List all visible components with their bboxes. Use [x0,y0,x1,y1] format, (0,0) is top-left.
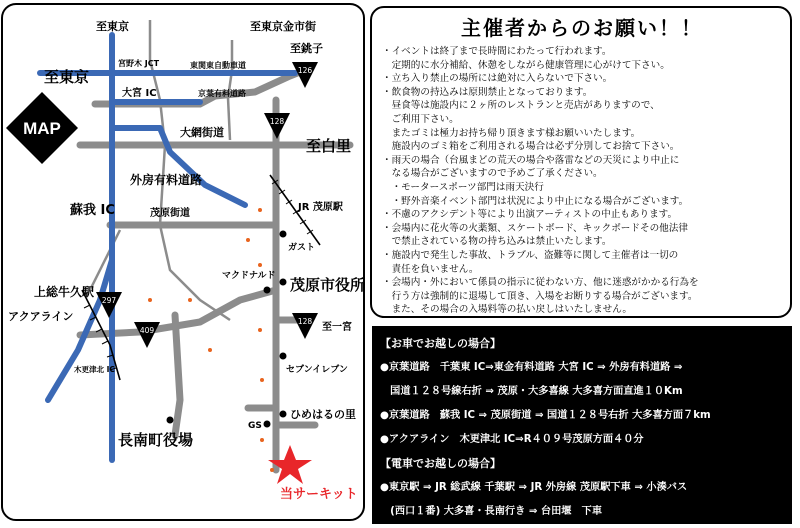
label-himeharu: ひめはるの里 [290,408,356,421]
map-badge-label: MAP [23,119,61,138]
label-sotobo: 外房有料道路 [130,173,203,187]
label-to-choshi: 至銚子 [290,42,323,55]
label-soga-ic: 蘇我 IC [70,203,115,218]
rule-line: ・イベントは終了まで長時間にわたって行われます。 [382,46,612,57]
access-map [0,0,368,528]
seven-eleven-marker [280,353,287,360]
car-route-3: ●アクアライン 木更津北 IC⇒R４０９号茂原方面４０分 [380,434,644,445]
rule-line: またゴミは極力お持ち帰り頂きます様お願いいたします。 [382,127,641,139]
label-seven-eleven: セブンイレブン [286,365,348,375]
city-hall-marker [280,279,287,286]
rule-line: ・雨天の場合（台風まどの荒天の場合や落雷などの天災により中止に [382,154,680,166]
label-miyanogi-jct: 宮野木 JCT [118,59,160,68]
label-mobara-kaido: 茂原街道 [150,208,190,219]
label-aqualine: アクアライン [8,310,74,323]
rule-line: 定期的に水分補給、休憩をしながら健康管理に心がけて下さい。 [382,59,670,71]
label-gusto: ガスト [288,243,316,253]
rule-line: ・会場内・外において係員の指示に従わない方、他に迷惑がかかる行為を [382,277,699,289]
gusto-marker [280,231,287,238]
route-sign-409-label: 409 [139,326,155,335]
rule-line: なる場合がございますので予めご了承ください。 [382,168,603,180]
label-ichinomiya: 至一宮 [322,322,352,333]
chonan-marker [167,417,174,424]
label-omiya-ic: 大宮 IC [122,88,157,99]
himeharu-marker [280,411,287,418]
rule-line: ・野外音楽イベント部門は状況により中止になる場合がございます。 [382,195,689,207]
label-mcdonalds: マクドナルド [222,271,276,281]
rule-line: 施設内のゴミ箱をご利用される場合は必ず分別してお捨て下さい。 [382,141,680,153]
car-route-1a: ●京葉道路 千葉東 IC⇒東金有料道路 大宮 IC ⇒ 外房有料道路 ⇒ [380,362,683,373]
label-keiyo-road: 京葉有料道路 [198,89,246,98]
gs-marker [264,421,271,428]
car-access-heading: 【お車でお越しの場合】 [380,337,501,350]
label-higashi-kanto: 東関東自動車道 [190,61,246,70]
label-to-tokyo-kinshicho: 至東京金市街 [250,20,316,33]
rule-line: ・施設内で発生した事故、トラブル、盗難等に関して主催者は一切の [382,249,679,261]
rule-line: 責任を負いません。 [382,263,479,275]
rule-line: で禁止されている物の持ち込みは禁止いたします。 [382,236,612,248]
label-circuit: 当サーキット [280,487,358,502]
organizer-requests-panel [370,6,792,318]
train-route-a: ●東京駅 ⇒ JR 総武線 千葉駅 ⇒ JR 外房線 茂原駅下車 ⇒ 小湊バス [380,482,688,493]
train-access-heading: 【電車でお越しの場合】 [380,457,501,470]
route-sign-128-bottom-label: 128 [297,317,313,326]
train-route-b: (西口１番) 大多喜・長南行き ⇒ 台田堰 下車 [380,506,603,517]
organizer-requests-title: 主催者からのお願い！！ [461,16,703,40]
car-route-1b: 国道１２８号線右折 ⇒ 茂原・大多喜線 大多喜方面直進１０Km [380,386,683,397]
route-sign-297-label: 297 [101,296,117,305]
organizer-requests-list [382,45,782,317]
label-to-tokyo-left: 至東京 [44,68,90,86]
label-to-tokyo-top: 至東京 [96,20,129,33]
label-to-shirasato: 至白里 [306,137,352,155]
rule-line: ・不慮のアクシデント等により出演アーティストの中止もあります。 [382,209,678,221]
car-route-2: ●京葉道路 蘇我 IC ⇒ 茂原街道 ⇒ 国道１２８号右折 大多喜方面７km [380,410,711,421]
rule-line: 行う方は強制的に退場して頂き、入場をお断りする場合がございます。 [382,290,698,302]
label-mobara-city-hall: 茂原市役所 [290,276,366,294]
label-chonan-town-hall: 長南町役場 [118,431,194,449]
rule-line: ・モータースポーツ部門は雨天決行 [382,181,544,193]
label-kisarazu-kita-ic: 木更津北 IC [74,365,115,374]
rule-line: ・飲食物の持込みは原則禁止となっております。 [382,86,593,98]
road-chonan [175,315,180,435]
route-sign-126-label: 126 [297,66,313,75]
rule-line: ・会場内に花火等の火薬類、スケートボード、キックボードその他法律 [382,222,688,234]
rule-line: また、その場合の入場料等の払い戻しはいたしません。 [382,304,633,316]
mcdonalds-marker [264,287,271,294]
access-info-panel [372,326,792,524]
label-oami-kaido: 大網街道 [180,126,224,139]
label-kazusa-ushiku: 上総牛久駅 [34,285,95,299]
rule-line: 昼食等は施設内に２ヶ所のレストランと売店がありますので、 [382,100,660,112]
rule-line: ・立ち入り禁止の場所には絶対に入らないで下さい。 [382,73,613,85]
label-gs: GS [248,421,262,431]
label-jr-mobara: JR 茂原駅 [298,202,343,213]
route-sign-128-top-label: 128 [269,117,285,126]
rule-line: ご利用下さい。 [382,113,459,125]
